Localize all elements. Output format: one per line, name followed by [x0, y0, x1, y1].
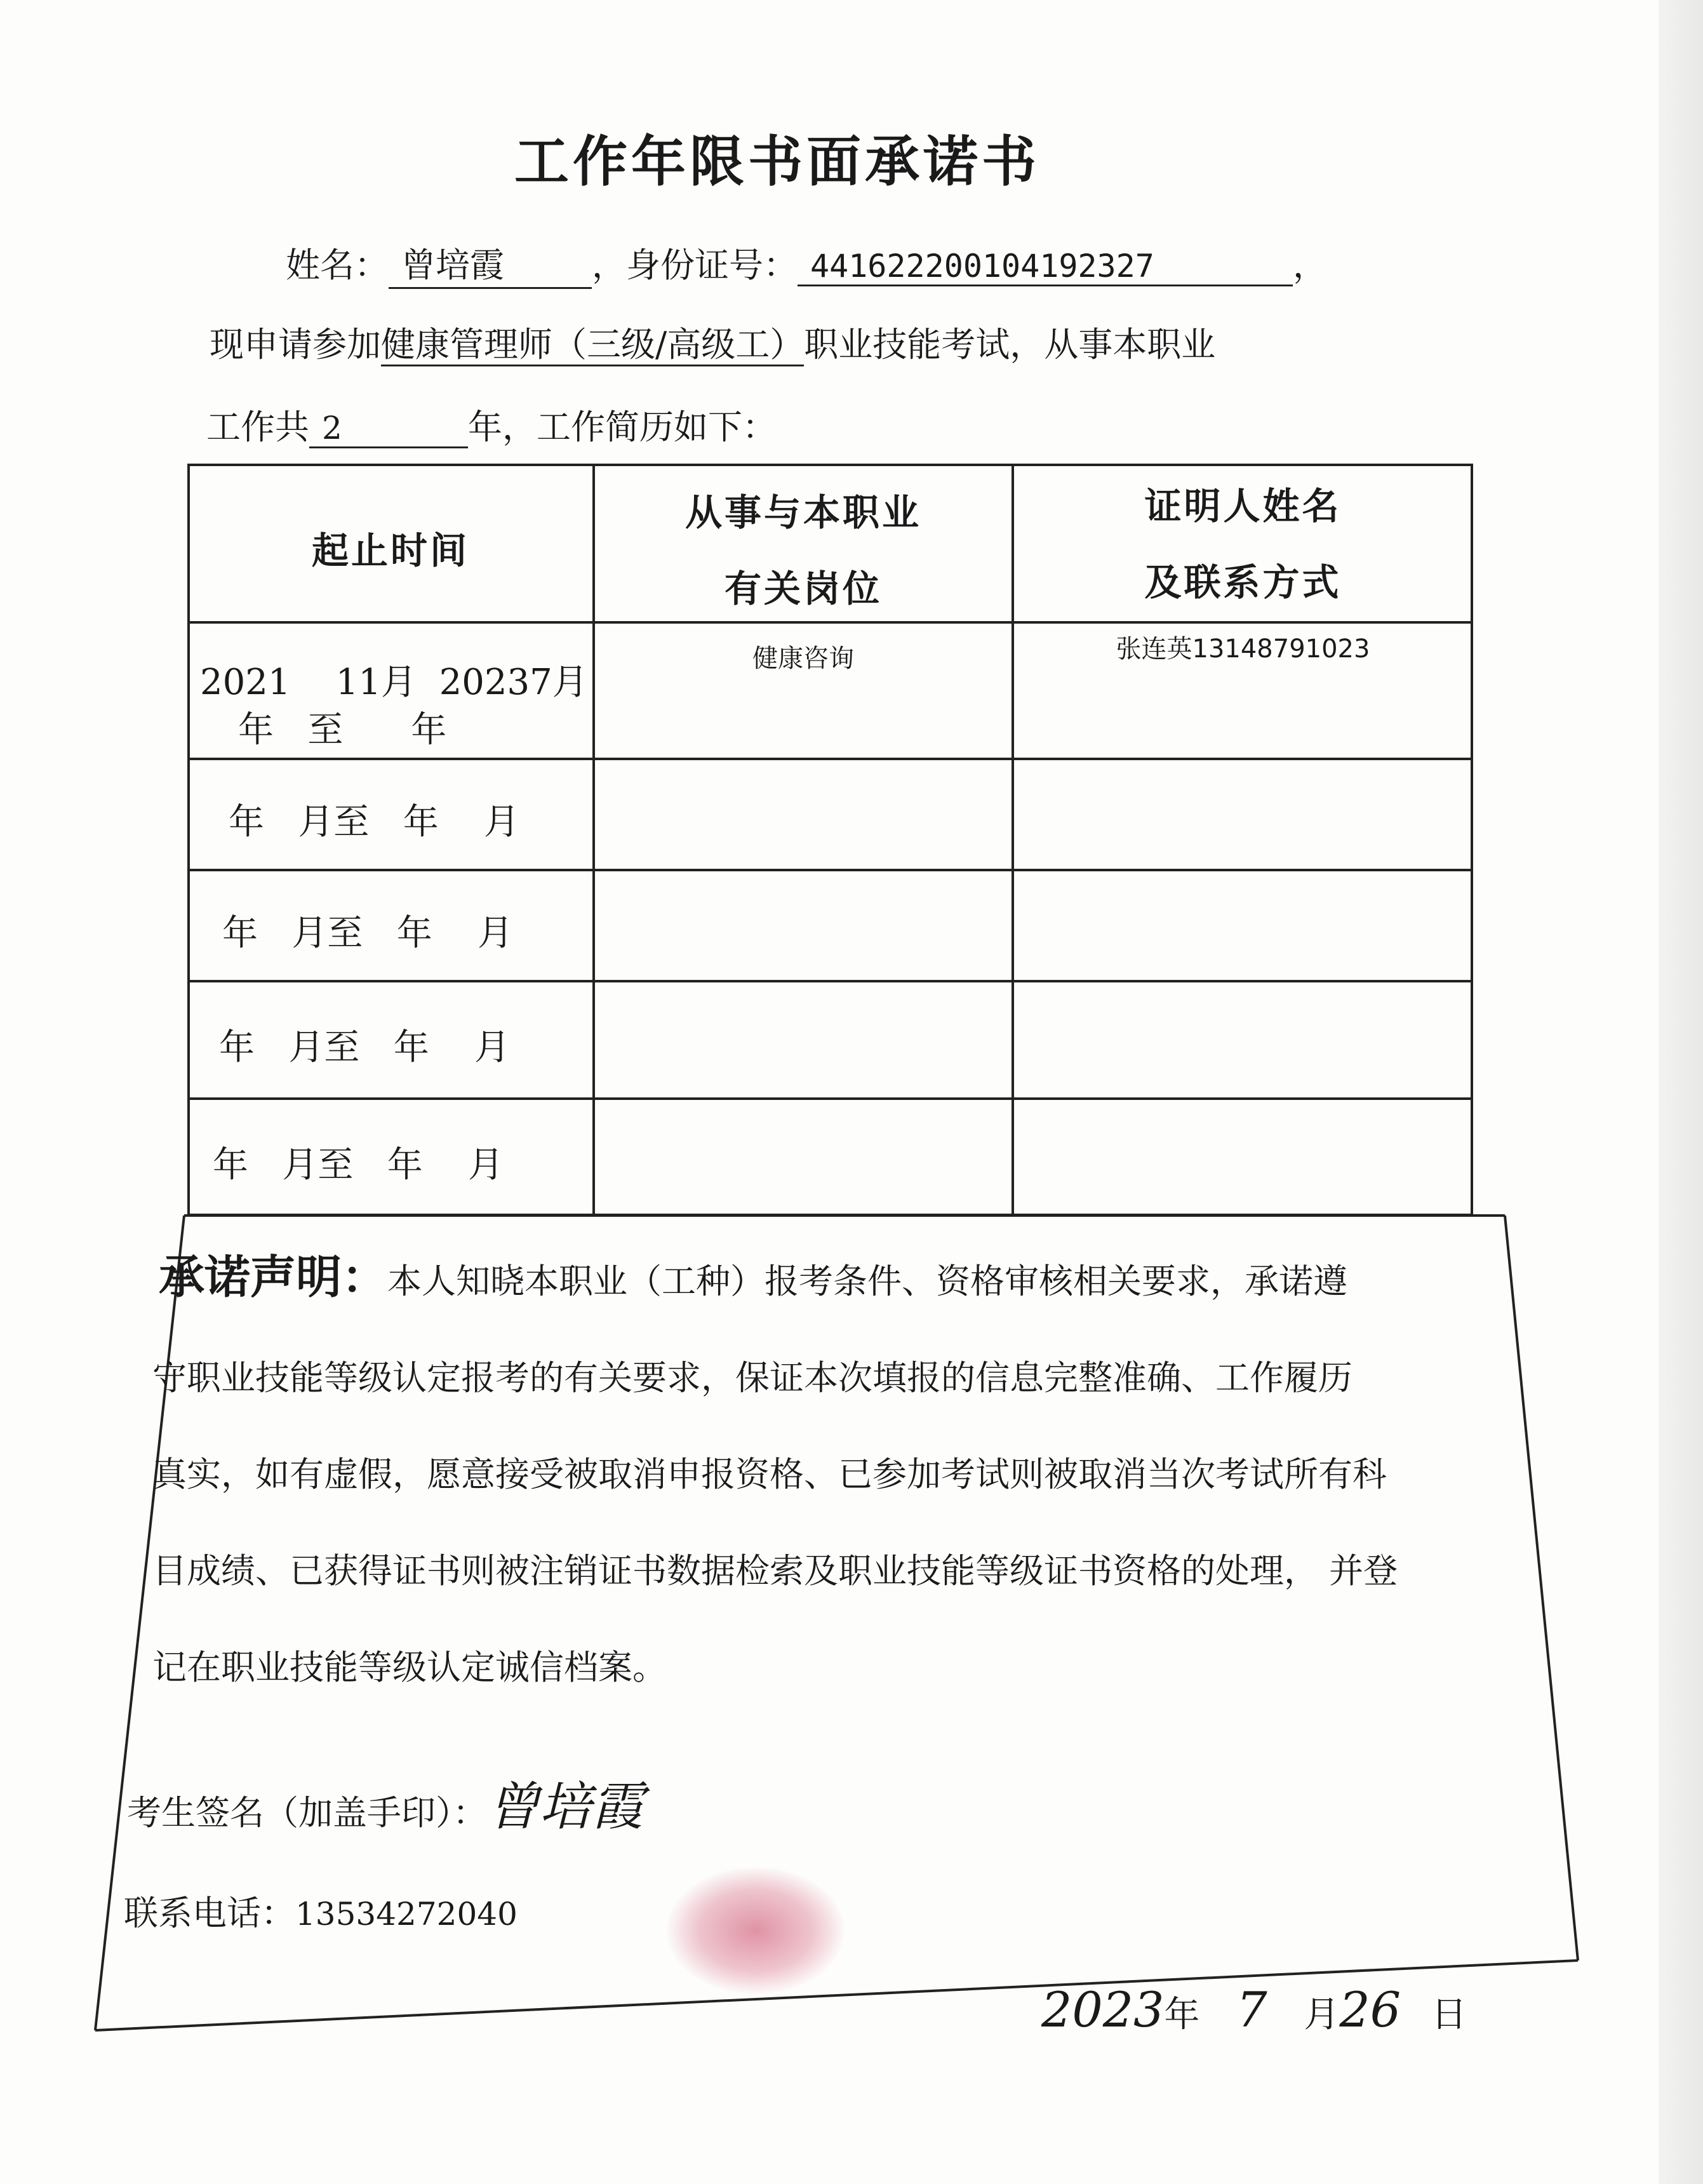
contact-line: [124, 1886, 518, 1935]
row1-position[interactable]: 健康咨询: [752, 644, 854, 673]
apply-suffix: 职业技能考试，从事本职业: [804, 325, 1216, 365]
declaration-line2: 守职业技能等级认定报考的有关要求，保证本次填报的信息完整准确、工作履历: [152, 1358, 1352, 1398]
row5-time[interactable]: 年 月至 年 月: [213, 1144, 504, 1186]
years-field[interactable]: 2: [309, 410, 468, 448]
page-title: 工作年限书面承诺书: [514, 130, 1040, 194]
declaration-line5: 记在职业技能等级认定诚信档案。: [152, 1647, 667, 1687]
date-month-label: 月: [1304, 1994, 1340, 2035]
declaration-text: [152, 1229, 1518, 1716]
years-line: [206, 400, 777, 449]
row1-witness[interactable]: 张连英13148791023: [1116, 634, 1370, 664]
row4-time[interactable]: 年 月至 年 月: [219, 1027, 511, 1068]
id-number-field[interactable]: 441622200104192327: [798, 248, 1293, 286]
declaration-line1: 本人知晓本职业（工种）报考条件、资格审核相关要求，承诺遵: [387, 1261, 1348, 1301]
apply-line: [210, 318, 1215, 366]
contact-phone[interactable]: 13534272040: [295, 1896, 518, 1933]
years-suffix: 年，工作简历如下：: [468, 407, 777, 447]
date-month[interactable]: 7: [1236, 1981, 1267, 2038]
row3-time[interactable]: 年 月至 年 月: [222, 913, 514, 954]
name-label: 姓名：: [286, 245, 389, 285]
declaration-line4: 目成绩、已获得证书则被注销证书数据检索及职业技能等级证书资格的处理， 并登: [152, 1551, 1398, 1591]
header-witness-line2: 及联系方式: [1144, 561, 1342, 604]
apply-prefix: 现申请参加: [210, 325, 381, 365]
row1-time-labels: 年 至 年: [238, 709, 447, 751]
signature-line: [127, 1765, 643, 1840]
row1-time-values[interactable]: 2021 11月 20237月: [200, 662, 588, 703]
header-position-line1: 从事与本职业: [685, 491, 921, 534]
fingerprint: [667, 1867, 845, 1994]
header-position-line2: 有关岗位: [724, 567, 882, 610]
declaration-line3: 真实，如有虚假，愿意接受被取消申报资格、已参加考试则被取消当次考试所有科: [152, 1454, 1387, 1494]
id-label: ，身份证号：: [592, 245, 798, 285]
name-line: [286, 238, 1327, 289]
contact-label: 联系电话：: [124, 1893, 295, 1933]
page-edge: [1659, 0, 1703, 2184]
years-prefix: 工作共: [206, 407, 309, 447]
date-day-label: 日: [1431, 1994, 1467, 2035]
header-time: 起止时间: [311, 529, 469, 572]
date-year[interactable]: 2023: [1041, 1981, 1165, 2038]
date-day[interactable]: 26: [1339, 1981, 1401, 2038]
signature-label: 考生签名（加盖手印）：: [127, 1793, 487, 1833]
work-history-table: [187, 464, 1473, 1216]
date-year-label: 年: [1164, 1994, 1200, 2035]
signature-handwritten[interactable]: 曾培霞: [487, 1777, 643, 1837]
declaration-heading: 承诺声明：: [159, 1250, 388, 1304]
id-suffix: ，: [1293, 245, 1327, 285]
occupation-field[interactable]: 健康管理师（三级/高级工）: [381, 325, 804, 366]
date-line: [1041, 1981, 1467, 2038]
row2-time[interactable]: 年 月至 年 月: [229, 801, 520, 843]
name-field[interactable]: 曾培霞: [389, 238, 592, 289]
header-witness-line1: 证明人姓名: [1144, 485, 1342, 528]
